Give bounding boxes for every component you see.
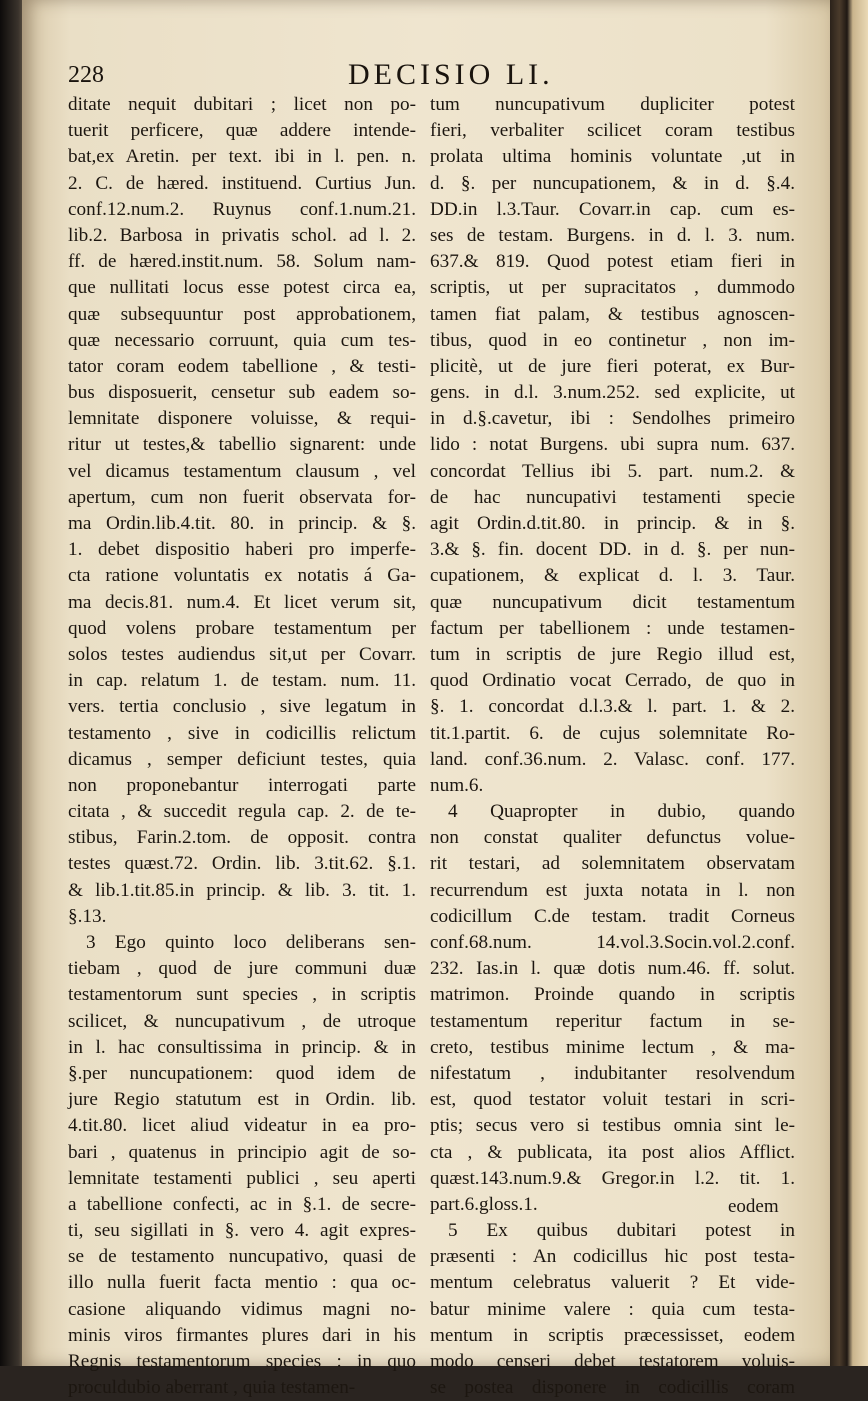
text-line: gens. in d.l. 3.num.252. sed explicite, ut: [430, 382, 795, 404]
text-line: 4 Quapropter in dubio, quando: [448, 801, 795, 823]
text-line: conf.12.num.2. Ruynus conf.1.num.21.: [68, 198, 416, 220]
text-line: conf.68.num. 14.vol.3.Socin.vol.2.conf.: [430, 932, 795, 953]
text-line: se postea disponere in codicillis coram: [430, 1377, 795, 1399]
text-line: cta ratione voluntatis ex notatis á Ga-: [68, 565, 416, 587]
text-line: modo censeri debet testatorem voluis-: [430, 1351, 795, 1372]
text-line: non constat qualiter defunctus volue-: [430, 827, 795, 849]
page-number: 228: [68, 62, 104, 88]
text-line: se de testamento nuncupativo, quasi de: [68, 1246, 416, 1268]
text-line: bus disposuerit, censetur sub eadem so-: [68, 382, 416, 404]
text-line: testamentum reperitur factum in se-: [430, 1010, 795, 1032]
text-line: vel dicamus testamentum clausum , vel: [68, 460, 416, 482]
text-line: ses de testam. Burgens. in d. l. 3. num.: [430, 224, 795, 246]
text-line: §.per nuncupationem: quod idem de: [68, 1062, 416, 1084]
text-line: & lib.1.tit.85.in princip. & lib. 3. tit. 1.: [68, 879, 416, 901]
text-line: tibus, quod in eo continetur , non im-: [430, 329, 795, 351]
text-line: est, quod testator voluit testari in scri-: [430, 1089, 795, 1111]
text-line: testamentorum sunt species , in scriptis: [68, 984, 416, 1006]
text-line: plicitè, ut de jure fieri poterat, ex Bur-: [430, 355, 795, 377]
text-line: nifestatum , indubitanter resolvendum: [430, 1062, 795, 1084]
text-line: minis viros firmantes plures dari in his: [68, 1324, 416, 1346]
text-line: casione aliquando vidimus magni no-: [68, 1298, 416, 1320]
text-line: 2. C. de hæred. instituend. Curtius Jun.: [68, 172, 416, 194]
text-line: testes quæst.72. Ordin. lib. 3.tit.62. §.1.: [68, 853, 416, 875]
text-line: præsenti : An codicillus hic post testa-: [430, 1246, 795, 1268]
text-line: ma decis.81. num.4. Et licet verum sit,: [68, 591, 416, 613]
text-line: 1. debet dispositio haberi pro imperfe-: [68, 539, 416, 561]
text-line: bat,ex Aretin. per text. ibi in l. pen. n.: [68, 146, 416, 168]
text-line: proculdubio aberrant , quia testamen-: [68, 1377, 356, 1399]
text-line: cupationem, & explicat d. l. 3. Taur.: [430, 565, 795, 587]
catchword: eodem: [728, 1196, 779, 1217]
text-line: dicamus , semper deficiunt testes, quia: [68, 748, 416, 770]
text-line: scriptis, ut per supracitatos , dummodo: [430, 277, 795, 299]
text-line: apertum, cum non fuerit observata for-: [68, 486, 416, 508]
text-line: DD.in l.3.Taur. Covarr.in cap. cum es-: [430, 198, 795, 220]
text-line: land. conf.36.num. 2. Valasc. conf. 177.: [430, 748, 795, 770]
running-head: DECISIO LI.: [348, 58, 554, 91]
text-line: 637.& 819. Quod potest etiam fieri in: [430, 251, 795, 273]
text-line: factum per tabellionem : unde testamen-: [430, 617, 795, 639]
text-line: a tabellione confecti, ac in §.1. de secre-: [68, 1193, 416, 1215]
text-line: ff. de hæred.instit.num. 58. Solum nam-: [68, 251, 416, 273]
text-line: tum in scriptis de jure Regio illud est,: [430, 643, 795, 665]
text-line: quæ subsequuntur post approbationem,: [68, 303, 416, 325]
text-line: num.6.: [430, 774, 484, 796]
text-line: lemnitate testamenti publici , seu aperti: [68, 1167, 416, 1189]
text-line: scilicet, & nuncupativum , de utroque: [68, 1010, 416, 1032]
text-line: cta , & publicata, ita post alios Afflict.: [430, 1141, 795, 1163]
text-line: 3.& §. fin. docent DD. in d. §. per nun-: [430, 539, 795, 561]
text-line: fieri, verbaliter scilicet coram testibus: [430, 120, 795, 142]
text-line: matrimon. Proinde quando in scriptis: [430, 984, 795, 1006]
text-line: citata , & succedit regula cap. 2. de te-: [68, 801, 416, 823]
text-line: testamento , sive in codicillis relictum: [68, 722, 416, 744]
text-line: ma Ordin.lib.4.tit. 80. in princip. & §.: [68, 513, 416, 534]
text-line: lib.2. Barbosa in privatis schol. ad l. 2.: [68, 224, 416, 246]
text-line: lemnitate disponere voluisse, & requi-: [68, 408, 416, 430]
text-line: §.13.: [68, 905, 107, 927]
text-line: de hac nuncupativi testamenti specie: [430, 486, 795, 508]
text-line: quæst.143.num.9.& Gregor.in l.2. tit. 1.: [430, 1167, 795, 1189]
text-line: d. §. per nuncupationem, & in d. §.4.: [430, 172, 795, 194]
text-line: jure Regio statutum est in Ordin. lib.: [68, 1089, 416, 1111]
text-line: rit testari, ad solemnitatem observatam: [430, 853, 795, 875]
text-line: quod volens probare testamentum per: [68, 617, 416, 639]
text-line: que nullitati locus esse potest circa ea,: [68, 277, 416, 299]
text-line: in l. hac consultissima in princip. & in: [68, 1036, 416, 1058]
text-line: tuerit perficere, quæ addere intende-: [68, 120, 416, 142]
text-line: batur minime valere : quia cum testa-: [430, 1298, 795, 1320]
text-line: tit.1.partit. 6. de cujus solemnitate Ro-: [430, 722, 795, 744]
text-line: bari , quatenus in principio agit de so-: [68, 1141, 416, 1163]
text-line: ritur ut testes,& tabellio signarent: unde: [68, 434, 416, 456]
text-line: illo nulla fuerit facta mentio : qua oc-: [68, 1272, 416, 1294]
text-line: non proponebantur interrogati parte: [68, 774, 416, 796]
text-line: solos testes audiendus sit,ut per Covarr.: [68, 643, 416, 665]
text-line: quæ necessario corruunt, quia cum tes-: [68, 329, 416, 351]
text-line: in cap. relatum 1. de testam. num. 11.: [68, 670, 416, 692]
text-line: ptis; secus vero si testibus omnia sint le-: [430, 1115, 795, 1137]
text-line: in d.§.cavetur, ibi : Sendolhes primeiro: [430, 408, 795, 430]
text-line: §. 1. concordat d.l.3.& l. part. 1. & 2.: [430, 696, 795, 718]
text-line: prolata ultima hominis voluntate ,ut in: [430, 146, 795, 168]
text-line: 4.tit.80. licet aliud videatur in ea pro-: [68, 1115, 416, 1137]
text-line: mentum in scriptis præcessisset, eodem: [430, 1324, 795, 1346]
text-line: lido : notat Burgens. ubi supra num. 637.: [430, 434, 795, 456]
text-line: quæ nuncupativum dicit testamentum: [430, 591, 795, 613]
text-line: creto, testibus minime lectum , & ma-: [430, 1036, 795, 1058]
text-line: tiebam , quod de jure communi duæ: [68, 958, 416, 980]
text-line: Regnis testamentorum species : in quo: [68, 1351, 416, 1372]
text-line: ditate nequit dubitari ; licet non po-: [68, 94, 416, 115]
text-line: 232. Ias.in l. quæ dotis num.46. ff. solut.: [430, 958, 795, 980]
text-line: concordat Tellius ibi 5. part. num.2. &: [430, 460, 795, 482]
book-page-edge: [830, 0, 868, 1366]
page-header: [48, 58, 818, 94]
text-line: tamen fiat palam, & testibus agnoscen-: [430, 303, 795, 325]
text-line: vers. tertia conclusio , sive legatum in: [68, 696, 416, 718]
text-line: recurrendum est juxta notata in l. non: [430, 879, 795, 901]
text-line: tator coram eodem tabellione , & testi-: [68, 355, 416, 377]
text-line: 3 Ego quinto loco deliberans sen-: [86, 932, 416, 953]
text-line: ti, seu sigillati in §. vero 4. agit expres-: [68, 1220, 416, 1242]
text-line: codicillum C.de testam. tradit Corneus: [430, 905, 795, 927]
text-line: stibus, Farin.2.tom. de opposit. contra: [68, 827, 416, 849]
text-line: mentum celebratus valuerit ? Et vide-: [430, 1272, 795, 1294]
left-text-column: [68, 92, 416, 1401]
text-line: agit Ordin.d.tit.80. in princip. & in §.: [430, 513, 795, 534]
text-line: 5 Ex quibus dubitari potest in: [448, 1220, 795, 1242]
text-line: tum nuncupativum dupliciter potest: [430, 94, 795, 115]
text-line: quod Ordinatio vocat Cerrado, de quo in: [430, 670, 795, 692]
text-line: part.6.gloss.1.: [430, 1193, 538, 1215]
